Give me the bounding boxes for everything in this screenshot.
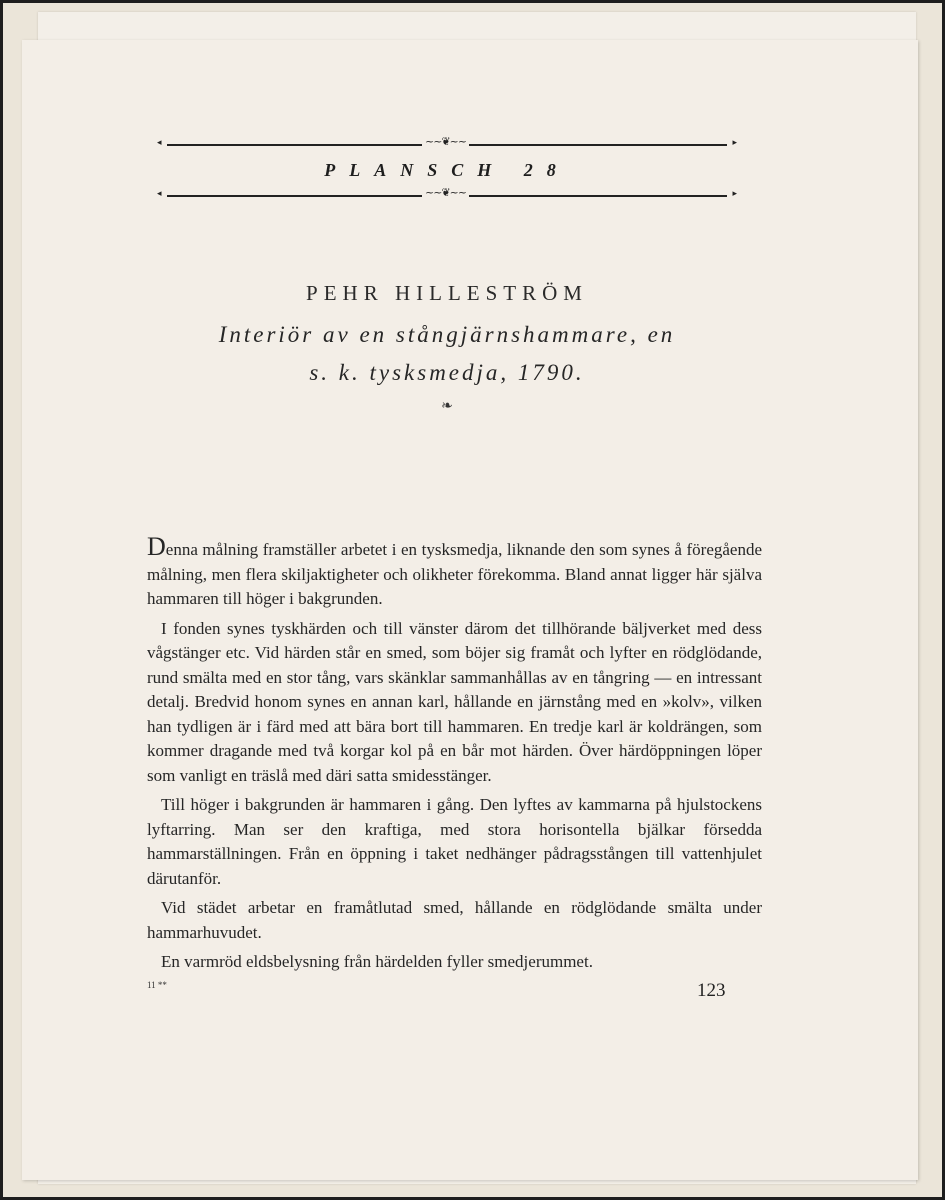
rule-ornament-icon: ~~❦~~: [422, 186, 469, 199]
artist-name: PEHR HILLESTRÖM: [306, 281, 588, 305]
page-number: 123: [697, 980, 726, 1001]
plate-heading: PLANSCH 28: [324, 160, 570, 180]
paragraph: Denna målning framställer arbetet i en tysksmedja, liknande den som synes å föregående målning, men flera skiljaktigheter och olikheter förekomma. Bland annat ligger här själva hammaren till höger i bakgrunden.: [147, 532, 762, 608]
paragraph: En varmröd eldsbelysning från härdelden fyller smedjerummet.: [161, 952, 593, 971]
rule-end-left-icon: ◂: [157, 189, 162, 199]
signature-mark: 11 **: [147, 980, 167, 990]
title-line: Interiör av en stångjärnshammare, en: [218, 322, 676, 347]
rule-end-right-icon: ▸: [732, 189, 737, 199]
paragraph: Vid städet arbetar en framåtlutad smed, hållande en rödglödande smälta under hammarhuvudet.: [147, 898, 762, 942]
title-line: s. k. tysksmedja, 1790.: [309, 360, 585, 385]
rule-ornament-icon: ~~❦~~: [422, 135, 469, 148]
drop-cap: D: [147, 532, 166, 561]
paragraph: Till höger i bakgrunden är hammaren i gång. Den lyftes av kammarna på hjulstockens lyftarring. Man ser den kraftiga, med stora horisontella bjälkar försedda hammarställningen. Från en öppning i taket nedhänger pådragsstången till vattenhjulet därutanför.: [147, 795, 762, 888]
rule-end-right-icon: ▸: [732, 138, 737, 148]
paragraph: I fonden synes tyskhärden och till vänster därom det tillhörande bäljverket med dess vågstänger etc. Vid härden står en smed, som böjer sig framåt och lyfter en rödglödande, rund smälta med en stor tång, vars skänklar sammanhållas av en tångring — en intressant detalj. Bredvid honom synes en annan karl, hållande en järnstång med en »kolv», vilken han tydligen är i färd med att bära bort till hammaren. En tredje karl är koldrängen, som kommer dragande med två korgar kol på en bår mot härden. Över härdöppningen löper som vanligt en träslå med däri satta smidesstänger.: [147, 618, 762, 785]
rule-end-left-icon: ◂: [157, 138, 162, 148]
fleuron-icon: ❧: [441, 398, 453, 414]
